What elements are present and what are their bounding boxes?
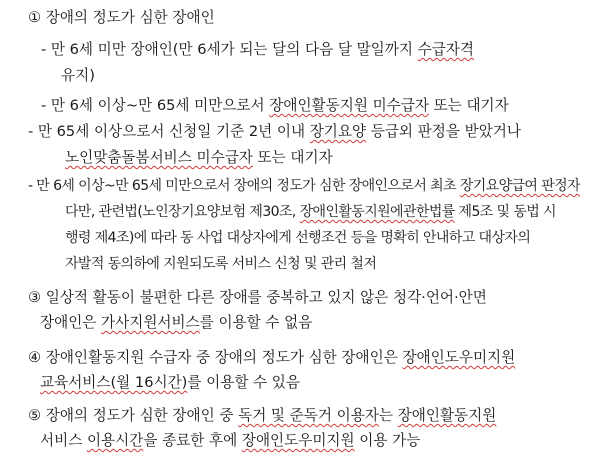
item-1-bullet-4-line-1: - 만 6세 이상~만 65세 미만으로서 장애의 정도가 심한 장애인으로서 최초 장기요양급여 판정자 [28, 178, 580, 194]
item-1-heading: ① 장애의 정도가 심한 장애인 [28, 9, 215, 26]
item-1-bullet-3-line-2: 노인맞춤돌봄서비스 미수급자 또는 대기자 [65, 149, 333, 166]
item-3-line-1: ③ 일상적 활동이 불편한 다른 장애를 중복하고 있지 않은 청각·언어·안면 [28, 289, 487, 306]
item-1-bullet-1-line-1: - 만 6세 미만 장애인(만 6세가 되는 달의 다음 달 말일까지 수급자격 [41, 41, 474, 58]
item-3-line-2: 장애인은 가사지원서비스를 이용할 수 없음 [40, 314, 313, 331]
item-5-line-2: 서비스 이용시간을 종료한 후에 장애인도우미지원 이용 가능 [40, 432, 421, 449]
item-4-line-2: 교육서비스(월 16시간)를 이용할 수 있음 [40, 374, 300, 391]
item-1-bullet-2: - 만 6세 이상~만 65세 미만으로서 장애인활동지원 미수급자 또는 대기자 [41, 97, 509, 114]
item-1-bullet-4-line-2: 다만, 관련법(노인장기요양보험 제30조, 장애인활동지원에관한법률 제5조 및 동법 시 [65, 204, 556, 220]
item-1-bullet-4-line-4: 자발적 동의하에 지원되도록 서비스 신청 및 관리 철저 [65, 256, 377, 272]
item-5-line-1: ⑤ 장애의 정도가 심한 장애인 중 독거 및 준독거 이용자는 장애인활동지원 [28, 407, 497, 424]
item-4-line-1: ④ 장애인활동지원 수급자 중 장애의 정도가 심한 장애인은 장애인도우미지원 [28, 349, 516, 366]
item-1-bullet-3-line-1: - 만 65세 이상으로서 신청일 기준 2년 이내 장기요양 등급외 판정을 받았거나 [28, 123, 521, 140]
item-1-bullet-4-line-3: 행령 제4조)에 따라 동 사업 대상자에게 선행조건 등을 명확히 안내하고 대상자의 [65, 230, 531, 246]
item-1-bullet-1-line-2: 유지) [61, 67, 95, 84]
